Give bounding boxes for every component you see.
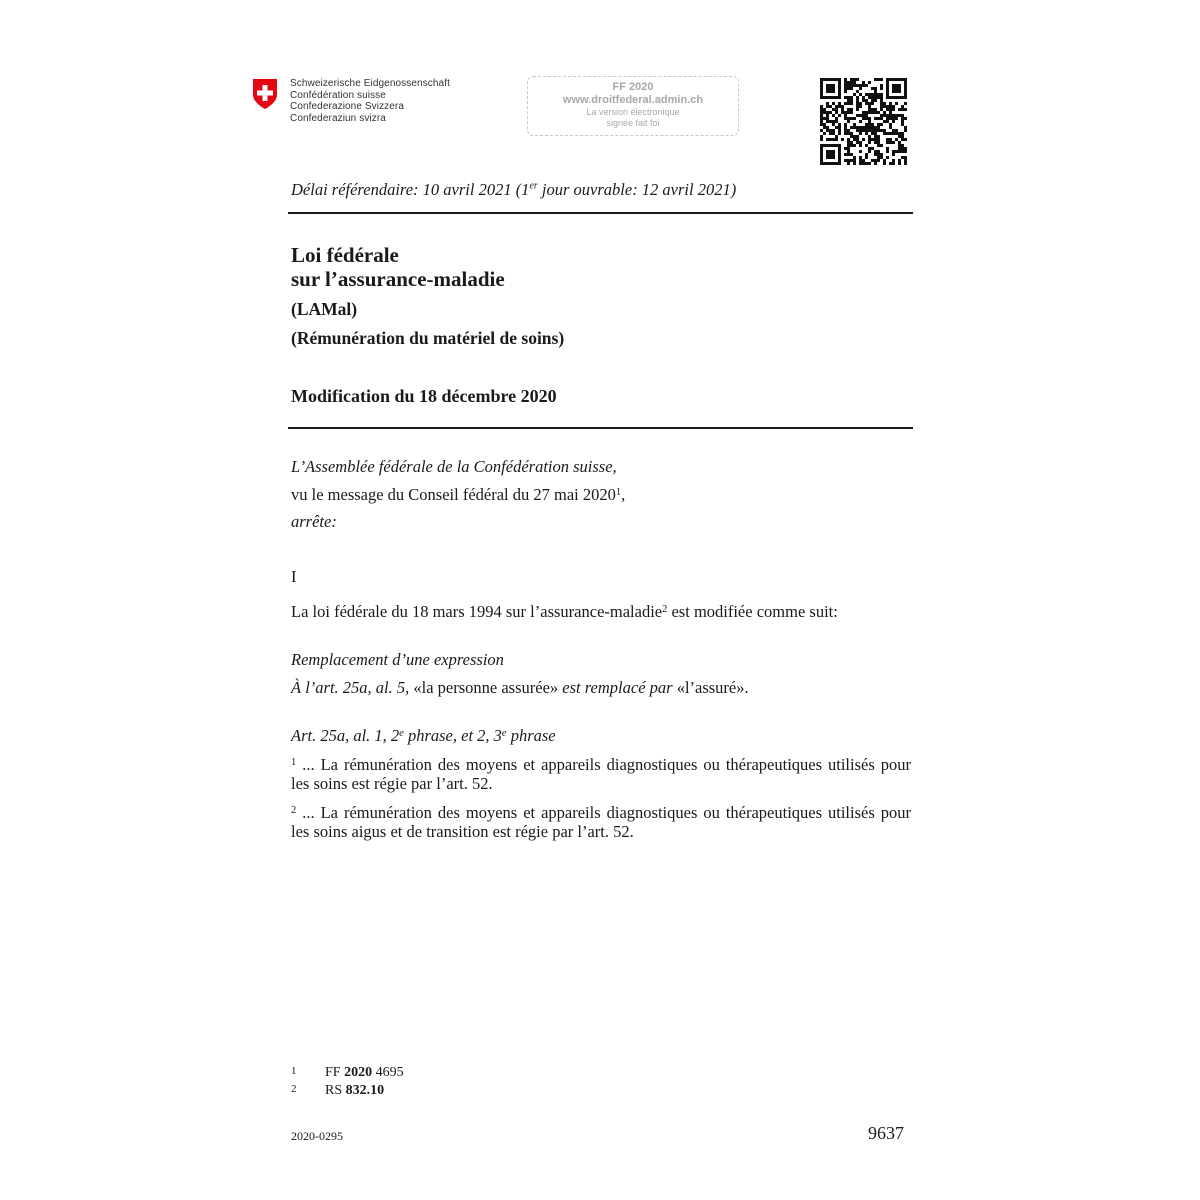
replacement-text — [291, 678, 749, 698]
swiss-cross-icon — [252, 78, 278, 110]
law-title — [291, 243, 505, 291]
law-subject: (Rémunération du matériel de soins) — [291, 328, 565, 348]
footnotes — [291, 1063, 404, 1099]
preamble-decides: arrête: — [291, 512, 337, 531]
modification-date: Modification du 18 décembre 2020 — [291, 386, 557, 406]
footnote-suffix: 4695 — [372, 1065, 404, 1080]
law-abbreviation: (LAMal) — [291, 299, 358, 319]
divider-top — [288, 212, 913, 214]
stamp-ff: FF 2020 — [612, 81, 654, 93]
footnote-prefix: RS — [325, 1083, 346, 1098]
replacement-heading: Remplacement d’une expression — [291, 650, 504, 669]
referendum-deadline — [291, 180, 736, 200]
replacement-part3: est remplacé par — [562, 678, 673, 697]
confed-line-rm: Confederaziun svizra — [290, 112, 386, 124]
footnote-bold: 2020 — [344, 1065, 373, 1080]
footnote-1 — [291, 1063, 404, 1081]
replacement-part2: «la personne assurée» — [409, 678, 563, 697]
article-heading-c: phrase — [506, 726, 556, 745]
footnote-2 — [291, 1081, 404, 1099]
footnote-ref-1[interactable]: 1 — [615, 487, 622, 498]
article-heading-a: Art. 25a, al. 1, 2 — [291, 726, 400, 745]
paragraph-number: 2 — [291, 805, 297, 816]
article-paragraph-1 — [291, 755, 911, 793]
footnote-number: 1 — [291, 1065, 297, 1077]
footnote-bold: 832.10 — [345, 1083, 385, 1098]
footnote-number: 2 — [291, 1083, 297, 1095]
law-title-line2: sur l’assurance-maladie — [291, 267, 505, 291]
qr-modules — [820, 78, 907, 165]
document-number: 2020-0295 — [291, 1129, 343, 1143]
preamble-message — [291, 485, 625, 505]
paragraph-number: 1 — [291, 757, 297, 768]
referendum-text: Délai référendaire: 10 avril 2021 (1 — [291, 180, 530, 199]
paragraph-text: ... La rémunération des moyens et appareils diagnostiques ou thérapeutiques utilisés pour les soins est régie par l’art. 52. — [291, 755, 911, 793]
law-title-line1: Loi fédérale — [291, 243, 399, 267]
preamble-message-end: , — [621, 485, 626, 504]
electronic-version-stamp — [527, 76, 739, 136]
replacement-part1: À l’art. 25a, al. 5, — [291, 678, 410, 697]
divider-bottom — [288, 427, 913, 429]
page-number: 9637 — [868, 1123, 904, 1143]
article-heading-sup1: e — [399, 728, 404, 739]
confed-line-fr: Confédération suisse — [290, 89, 386, 101]
confed-line-it: Confederazione Svizzera — [290, 101, 405, 112]
stamp-note-1: La version électronique — [586, 107, 680, 117]
preamble-message-text: vu le message du Conseil fédéral du 27 mai 2020 — [291, 485, 616, 504]
section-intro — [291, 602, 838, 622]
article-heading-b: phrase, et 2, 3 — [403, 726, 502, 745]
preamble-assembly: L’Assemblée fédérale de la Confédération suisse, — [291, 457, 617, 476]
article-paragraph-2 — [291, 803, 911, 841]
footnote-ref-2[interactable]: 2 — [662, 604, 668, 615]
confederation-name — [290, 78, 450, 124]
section-numeral: I — [291, 567, 297, 586]
section-intro-end: est modifiée comme suit: — [667, 602, 838, 621]
stamp-note-2: signée fait foi — [606, 118, 660, 128]
article-heading — [291, 726, 556, 746]
replacement-part4: «l’assuré». — [672, 678, 749, 697]
section-intro-text: La loi fédérale du 18 mars 1994 sur l’assurance-maladie — [291, 602, 663, 621]
paragraph-text: ... La rémunération des moyens et appareils diagnostiques ou thérapeutiques utilisés pour les soins aigus et de transition est régie par l’art. 52. — [291, 803, 911, 841]
confed-line-de: Schweizerische Eidgenossenschaft — [290, 78, 450, 89]
qr-code-icon — [820, 78, 907, 165]
stamp-url: www.droitfederal.admin.ch — [562, 94, 704, 106]
footnote-prefix: FF — [325, 1065, 345, 1080]
referendum-text-end: jour ouvrable: 12 avril 2021) — [537, 180, 737, 199]
article-heading-sup2: e — [501, 728, 507, 739]
referendum-sup: er — [529, 180, 538, 192]
